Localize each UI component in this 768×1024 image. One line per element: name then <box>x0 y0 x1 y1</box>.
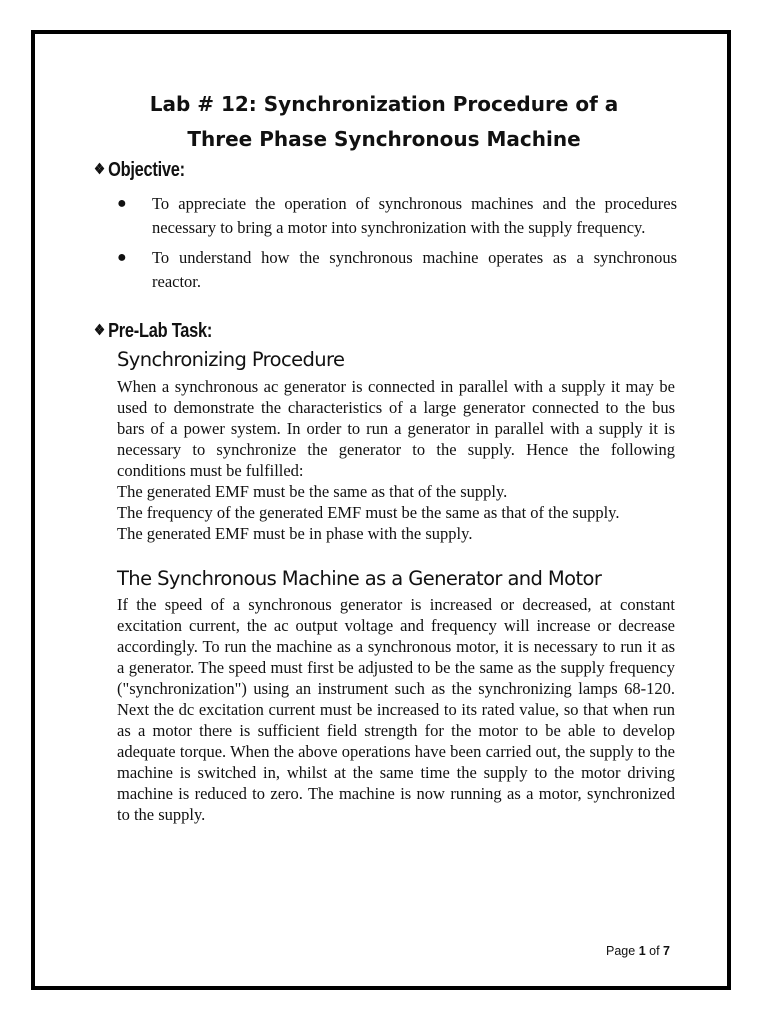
generator-motor-paragraph: If the speed of a synchronous generator is increased or decreased, at constant excitation current, the ac output voltage and frequency will increase or decrease accordingly. To run the machine as a synchronous motor, it is necessary to run it as a generator. The speed must first be adjusted to be the same as the supply frequency ("synchronization") using an instrument such as the synchronizing lamps 68-120. Next the dc excitation current must be increased to its rated value, so that when run as a motor there is sufficient field strength for the motor to be able to develop adequate torque. When the above operations have been carried out, the supply to the machine is switched in, whilst at the same time the supply to the motor driving machine is reduced to zero. The machine is now running as a motor, synchronized to the supply. <box>117 595 675 824</box>
page-of: of <box>649 944 660 958</box>
diamond-bullet-icon: ❖ <box>94 322 105 339</box>
synchronizing-procedure-heading: Synchronizing Procedure <box>117 348 345 371</box>
bullet-dot-icon: ● <box>117 195 127 212</box>
synchronizing-procedure-body <box>117 376 675 544</box>
objective-list <box>117 192 677 300</box>
bullet-dot-icon: ● <box>117 249 127 266</box>
objective-heading-text: Objective: <box>108 159 185 181</box>
diamond-bullet-icon: ❖ <box>94 161 105 178</box>
prelab-heading-text: Pre-Lab Task: <box>108 320 213 342</box>
objective-bullet-1: To appreciate the operation of synchronous machines and the procedures necessary to bring a motor into synchronization with the supply frequency. <box>152 194 677 237</box>
page-total: 7 <box>663 944 670 958</box>
sync-paragraph-2: The generated EMF must be the same as that of the supply. <box>117 482 508 501</box>
prelab-heading <box>94 320 212 343</box>
page-number <box>606 944 670 958</box>
page-title-line-2: Three Phase Synchronous Machine <box>187 127 581 151</box>
objective-bullet-2: To understand how the synchronous machine operates as a synchronous reactor. <box>152 248 677 291</box>
list-item <box>117 192 677 240</box>
objective-heading <box>94 159 185 182</box>
sync-paragraph-4: The generated EMF must be in phase with the supply. <box>117 524 473 543</box>
page-current: 1 <box>638 944 646 958</box>
page-label: Page <box>606 944 636 958</box>
sync-paragraph-1: When a synchronous ac generator is connected in parallel with a supply it may be used to demonstrate the characteristics of a large generator connected to the bus bars of a power system. In order to run a generator in parallel with a supply it is necessary to synchronize the generator to the supply. Hence the following conditions must be fulfilled: <box>117 377 675 480</box>
generator-motor-heading: The Synchronous Machine as a Generator and Motor <box>117 567 602 590</box>
list-item <box>117 246 677 294</box>
sync-paragraph-3: The frequency of the generated EMF must be the same as that of the supply. <box>117 503 620 522</box>
page-title-line-1: Lab # 12: Synchronization Procedure of a <box>149 92 619 116</box>
generator-motor-body <box>117 594 675 825</box>
